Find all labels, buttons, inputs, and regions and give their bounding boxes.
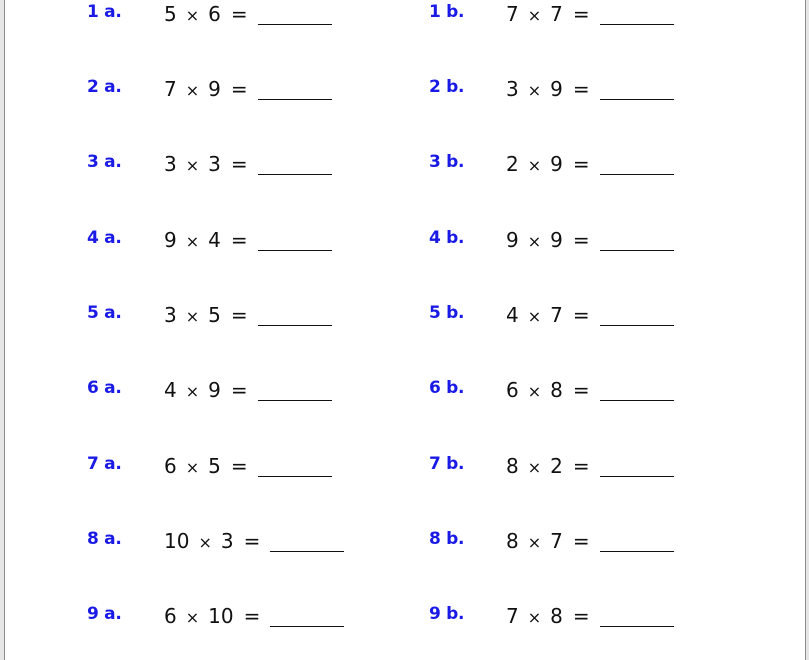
right-operand: 8	[550, 378, 563, 402]
multiplication-expression	[506, 378, 674, 404]
multiply-sign: ×	[185, 382, 200, 401]
multiplication-expression	[506, 2, 674, 28]
problem-number-label: 9 b.	[429, 604, 465, 624]
right-operand: 3	[220, 529, 234, 553]
multiply-sign: ×	[527, 6, 542, 25]
right-operand: 7	[550, 2, 563, 26]
answer-blank[interactable]	[600, 81, 674, 100]
multiplication-expression	[164, 228, 332, 254]
right-operand: 7	[550, 529, 563, 553]
problem-item	[429, 604, 729, 634]
multiply-sign: ×	[527, 156, 542, 175]
left-operand: 5	[164, 2, 177, 26]
left-operand: 9	[164, 228, 177, 252]
equals-sign: =	[572, 228, 590, 252]
equals-sign: =	[572, 454, 590, 478]
problem-item	[87, 152, 387, 182]
multiplication-expression	[164, 529, 344, 555]
equals-sign: =	[572, 2, 590, 26]
left-operand: 8	[506, 454, 519, 478]
problem-item	[429, 2, 729, 32]
right-operand: 9	[550, 228, 563, 252]
answer-blank[interactable]	[258, 307, 332, 326]
problem-number-label: 4 a.	[87, 228, 122, 248]
right-operand: 2	[550, 454, 563, 478]
right-operand: 9	[550, 77, 563, 101]
answer-blank[interactable]	[600, 232, 674, 251]
problem-item	[87, 2, 387, 32]
equals-sign: =	[230, 378, 248, 402]
answer-blank[interactable]	[600, 156, 674, 175]
problem-item	[429, 454, 729, 484]
right-operand: 9	[208, 378, 221, 402]
answer-blank[interactable]	[600, 6, 674, 25]
problem-item	[87, 378, 387, 408]
problem-number-label: 2 a.	[87, 77, 122, 97]
multiply-sign: ×	[527, 81, 542, 100]
problem-item	[87, 604, 387, 634]
equals-sign: =	[230, 228, 248, 252]
multiply-sign: ×	[527, 533, 542, 552]
right-operand: 5	[208, 454, 221, 478]
answer-blank[interactable]	[258, 458, 332, 477]
answer-blank[interactable]	[270, 533, 344, 552]
problem-item	[87, 303, 387, 333]
left-operand: 3	[164, 152, 177, 176]
problem-number-label: 8 a.	[87, 529, 122, 549]
right-operand: 10	[208, 604, 234, 628]
left-operand: 4	[164, 378, 177, 402]
equals-sign: =	[230, 303, 248, 327]
multiplication-expression	[164, 77, 332, 103]
right-operand: 5	[208, 303, 221, 327]
equals-sign: =	[243, 604, 261, 628]
multiplication-expression	[506, 529, 674, 555]
right-operand: 3	[208, 152, 221, 176]
multiply-sign: ×	[185, 232, 200, 251]
equals-sign: =	[572, 378, 590, 402]
left-operand: 3	[164, 303, 177, 327]
problem-item	[87, 77, 387, 107]
multiplication-expression	[506, 228, 674, 254]
problem-number-label: 3 b.	[429, 152, 465, 172]
multiply-sign: ×	[185, 81, 200, 100]
problem-number-label: 2 b.	[429, 77, 465, 97]
right-operand: 7	[550, 303, 563, 327]
answer-blank[interactable]	[600, 307, 674, 326]
left-operand: 7	[164, 77, 177, 101]
problem-item	[429, 378, 729, 408]
equals-sign: =	[230, 152, 248, 176]
problem-number-label: 1 a.	[87, 2, 122, 22]
equals-sign: =	[572, 152, 590, 176]
equals-sign: =	[572, 604, 590, 628]
left-operand: 10	[164, 529, 190, 553]
left-operand: 6	[164, 604, 177, 628]
multiplication-expression	[506, 152, 674, 178]
multiply-sign: ×	[527, 382, 542, 401]
equals-sign: =	[230, 2, 248, 26]
answer-blank[interactable]	[258, 81, 332, 100]
problem-item	[87, 529, 387, 559]
problem-number-label: 9 a.	[87, 604, 122, 624]
multiplication-expression	[164, 303, 332, 329]
multiplication-expression	[506, 77, 674, 103]
multiplication-expression	[164, 2, 332, 28]
problem-number-label: 7 b.	[429, 454, 465, 474]
problem-item	[429, 303, 729, 333]
multiply-sign: ×	[527, 458, 542, 477]
multiply-sign: ×	[198, 533, 212, 552]
right-operand: 9	[208, 77, 221, 101]
left-operand: 7	[506, 2, 519, 26]
equals-sign: =	[572, 303, 590, 327]
answer-blank[interactable]	[600, 458, 674, 477]
answer-blank[interactable]	[258, 156, 332, 175]
right-operand: 9	[550, 152, 563, 176]
answer-blank[interactable]	[258, 382, 332, 401]
multiplication-expression	[506, 303, 674, 329]
multiply-sign: ×	[185, 156, 200, 175]
problem-number-label: 8 b.	[429, 529, 465, 549]
multiplication-expression	[164, 152, 332, 178]
left-operand: 4	[506, 303, 519, 327]
problem-number-label: 4 b.	[429, 228, 465, 248]
multiply-sign: ×	[185, 6, 200, 25]
answer-blank[interactable]	[600, 608, 674, 627]
problem-number-label: 7 a.	[87, 454, 122, 474]
multiply-sign: ×	[527, 307, 542, 326]
right-operand: 8	[550, 604, 563, 628]
multiply-sign: ×	[527, 608, 542, 627]
problem-item	[429, 228, 729, 258]
equals-sign: =	[243, 529, 261, 553]
left-operand: 2	[506, 152, 519, 176]
equals-sign: =	[572, 77, 590, 101]
multiplication-expression	[164, 378, 332, 404]
answer-blank[interactable]	[258, 232, 332, 251]
problem-number-label: 5 a.	[87, 303, 122, 323]
problem-item	[429, 529, 729, 559]
multiply-sign: ×	[185, 307, 200, 326]
right-operand: 4	[208, 228, 221, 252]
problem-item	[429, 77, 729, 107]
multiplication-expression	[164, 604, 344, 630]
multiplication-expression	[506, 604, 674, 630]
answer-blank[interactable]	[600, 382, 674, 401]
answer-blank[interactable]	[258, 6, 332, 25]
problem-number-label: 5 b.	[429, 303, 465, 323]
left-operand: 3	[506, 77, 519, 101]
equals-sign: =	[230, 454, 248, 478]
problem-item	[87, 454, 387, 484]
problem-number-label: 3 a.	[87, 152, 122, 172]
left-operand: 8	[506, 529, 519, 553]
problem-number-label: 1 b.	[429, 2, 465, 22]
left-operand: 6	[506, 378, 519, 402]
problem-item	[429, 152, 729, 182]
equals-sign: =	[572, 529, 590, 553]
multiplication-expression	[164, 454, 332, 480]
left-operand: 9	[506, 228, 519, 252]
problem-item	[87, 228, 387, 258]
multiply-sign: ×	[185, 608, 200, 627]
left-operand: 6	[164, 454, 177, 478]
right-operand: 6	[208, 2, 221, 26]
multiply-sign: ×	[527, 232, 542, 251]
answer-blank[interactable]	[600, 533, 674, 552]
left-operand: 7	[506, 604, 519, 628]
multiplication-expression	[506, 454, 674, 480]
problem-number-label: 6 a.	[87, 378, 122, 398]
equals-sign: =	[230, 77, 248, 101]
multiply-sign: ×	[185, 458, 200, 477]
problem-number-label: 6 b.	[429, 378, 465, 398]
answer-blank[interactable]	[270, 608, 344, 627]
